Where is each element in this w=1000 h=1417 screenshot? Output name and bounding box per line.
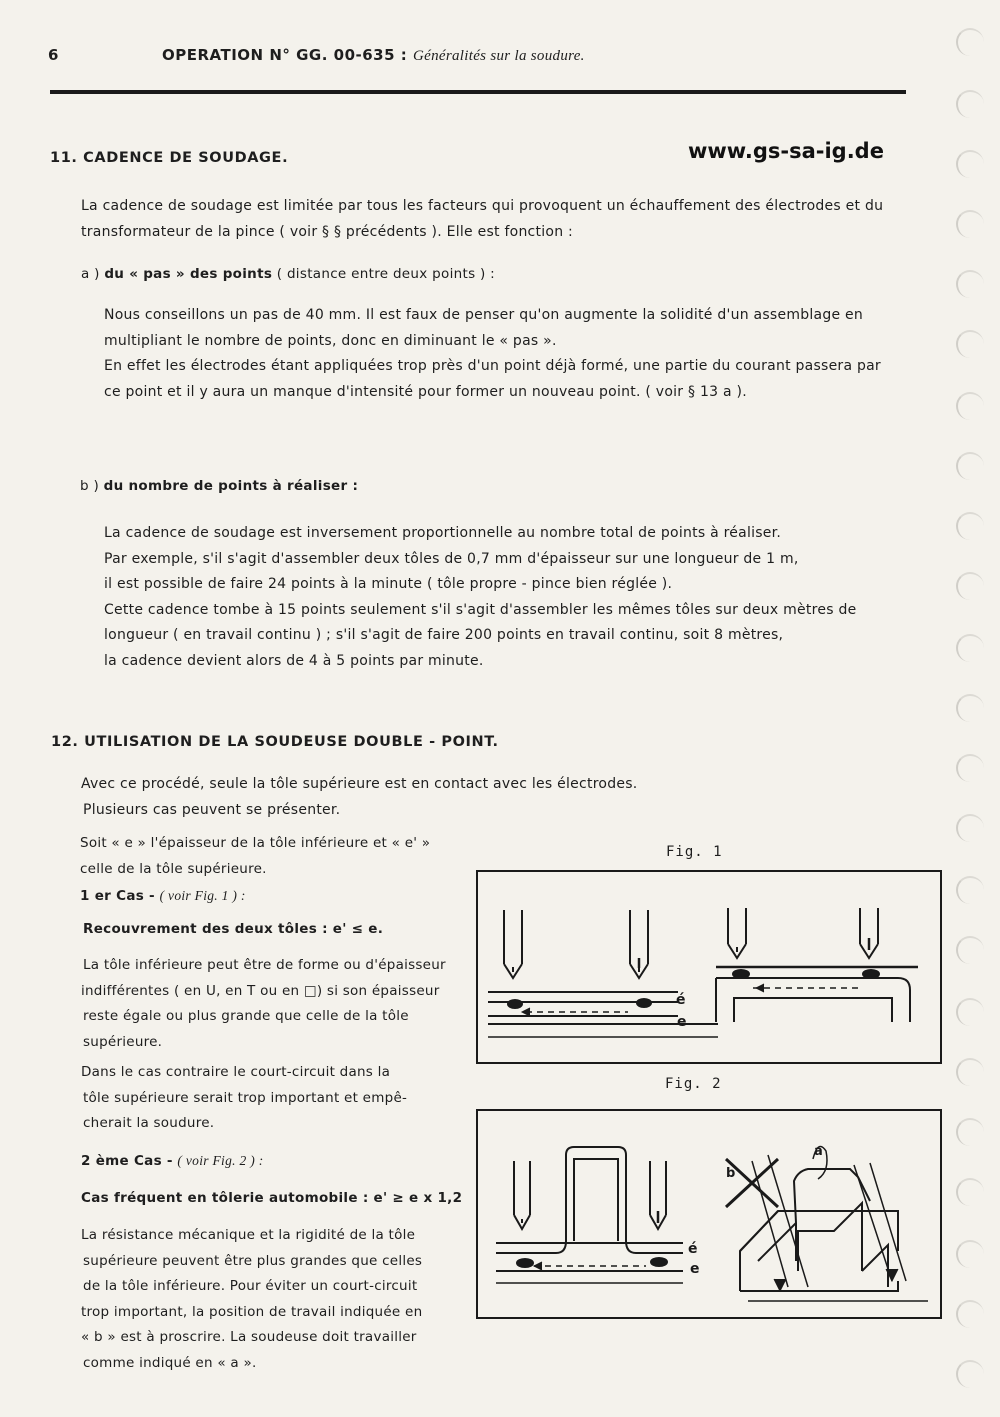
binder-hole-icon <box>956 876 984 904</box>
text-line: supérieure peuvent être plus grandes que celles <box>83 1252 423 1269</box>
case-1-label: 1 er Cas - <box>80 888 155 904</box>
watermark-url[interactable]: www.gs-sa-ig.de <box>688 139 884 163</box>
case-1-heading <box>80 888 246 904</box>
header-rule <box>50 90 906 94</box>
fig-1-label-e-prime: é <box>676 992 686 1008</box>
text-line: Plusieurs cas peuvent se présenter. <box>83 801 341 818</box>
section-12-intro <box>81 772 637 823</box>
item-b-title: du nombre de points à réaliser : <box>103 478 359 494</box>
text-line: En effet les électrodes étant appliquées trop près d'un point déjà formé, une partie du courant passera par <box>104 358 881 374</box>
binder-hole-icon <box>956 998 984 1026</box>
text-line: Avec ce procédé, seule la tôle supérieure est en contact avec les électrodes. <box>81 776 638 792</box>
weld-spot-icon <box>733 970 749 978</box>
text-line: indifférentes ( en U, en T ou en □) si son épaisseur <box>81 982 440 999</box>
item-b-label: b ) <box>80 478 100 494</box>
binder-hole-icon <box>956 512 984 540</box>
current-arrow-icon <box>522 1008 530 1016</box>
operation-subject: Généralités sur la soudure. <box>413 48 585 64</box>
case-1-text-2 <box>81 1060 407 1137</box>
text-line: La résistance mécanique et la rigidité de la tôle <box>81 1227 416 1243</box>
item-b-text <box>104 521 856 674</box>
weld-spot-icon <box>863 970 879 978</box>
case-2-heading <box>81 1153 264 1169</box>
text-line: ce point et il y aura un manque d'intensité pour former un nouveau point. ( voir § 13 a ). <box>104 383 747 400</box>
weld-spot-icon <box>517 1259 533 1267</box>
fig-2-position-b: b <box>726 1166 736 1181</box>
current-arrow-icon <box>534 1262 542 1270</box>
case-2-ref: ( voir Fig. 2 ) : <box>177 1153 264 1168</box>
fig-2 <box>476 1109 942 1319</box>
text-line: multipliant le nombre de points, donc en diminuant le « pas ». <box>104 332 557 349</box>
binder-hole-icon <box>956 1118 984 1146</box>
case-1-text <box>81 953 446 1055</box>
text-line: longueur ( en travail continu ) ; s'il s'agit de faire 200 points en travail continu, soit 8 mètres, <box>104 627 784 643</box>
binder-hole-icon <box>956 1300 984 1328</box>
fig-2-label-e-prime: é <box>688 1241 698 1257</box>
binder-hole-icon <box>956 694 984 722</box>
fig-1 <box>476 870 942 1064</box>
text-line: supérieure. <box>83 1033 163 1050</box>
binder-hole-icon <box>956 1058 984 1086</box>
fig-1-label-e: e <box>677 1014 687 1030</box>
operation-code: OPERATION N° GG. 00-635 : <box>162 46 408 64</box>
text-line: trop important, la position de travail indiquée en <box>81 1303 423 1320</box>
binder-hole-icon <box>956 634 984 662</box>
binder-hole-icon <box>956 1240 984 1268</box>
text-line: Cette cadence tombe à 15 points seulement s'il s'agit d'assembler les mêmes tôles sur deux mètres de <box>104 601 857 618</box>
text-line: cherait la soudure. <box>83 1115 215 1131</box>
text-line: il est possible de faire 24 points à la minute ( tôle propre - pince bien réglée ). <box>104 576 673 592</box>
binder-hole-icon <box>956 150 984 178</box>
text-line: comme indiqué en « a ». <box>83 1354 257 1371</box>
case-2-title: Cas fréquent en tôlerie automobile : e' ≥ e x 1,2 <box>81 1190 463 1206</box>
binder-hole-icon <box>956 936 984 964</box>
binder-hole-icon <box>956 572 984 600</box>
section-12-title: 12. UTILISATION DE LA SOUDEUSE DOUBLE - POINT. <box>51 734 499 750</box>
fig-2-position-a: a <box>814 1144 823 1159</box>
page-number: 6 <box>48 46 59 64</box>
weld-spot-icon <box>508 1000 522 1008</box>
binder-hole-icon <box>956 1178 984 1206</box>
fig-2-drawing <box>478 1111 940 1317</box>
text-line: La tôle inférieure peut être de forme ou d'épaisseur <box>83 957 446 973</box>
weld-spot-icon <box>637 999 651 1007</box>
item-a-text <box>104 303 881 405</box>
binder-hole-icon <box>956 814 984 842</box>
case-1-title: Recouvrement des deux tôles : e' ≤ e. <box>83 921 384 937</box>
binder-hole-icon <box>956 754 984 782</box>
text-line: reste égale ou plus grande que celle de la tôle <box>83 1008 409 1024</box>
binder-hole-icon <box>956 452 984 480</box>
page-header <box>162 46 585 65</box>
fig-1-drawing <box>478 872 940 1062</box>
binder-hole-icon <box>956 1360 984 1388</box>
binder-hole-icon <box>956 330 984 358</box>
text-line: transformateur de la pince ( voir § § précédents ). Elle est fonction : <box>81 223 573 240</box>
case-1-ref: ( voir Fig. 1 ) : <box>159 888 246 903</box>
case-2-text <box>81 1223 422 1376</box>
section-11-intro <box>81 194 883 245</box>
item-a-label: a ) <box>81 266 100 282</box>
text-line: Soit « e » l'épaisseur de la tôle inférieure et « e' » <box>80 835 431 851</box>
binder-hole-icon <box>956 270 984 298</box>
binder-hole-icon <box>956 392 984 420</box>
text-line: La cadence de soudage est limitée par tous les facteurs qui provoquent un échauffement des électrodes et du <box>81 198 884 214</box>
item-a-title: du « pas » des points <box>104 266 273 282</box>
weld-spot-icon <box>651 1258 667 1266</box>
text-line: Dans le cas contraire le court-circuit dans la <box>81 1064 391 1080</box>
fig-1-right-assembly <box>716 908 918 1022</box>
text-line: Par exemple, s'il s'agit d'assembler deux tôles de 0,7 mm d'épaisseur sur une longueur de 1 m, <box>104 550 799 567</box>
fig-2-label-e: e <box>690 1261 700 1277</box>
case-2-label: 2 ème Cas - <box>81 1153 173 1169</box>
item-a-subtitle: ( distance entre deux points ) : <box>276 266 496 282</box>
text-line: tôle supérieure serait trop important et empê- <box>83 1089 408 1106</box>
text-line: la cadence devient alors de 4 à 5 points par minute. <box>104 652 484 669</box>
text-line: La cadence de soudage est inversement proportionnelle au nombre total de points à réaliser. <box>104 525 782 541</box>
binder-hole-icon <box>956 90 984 118</box>
thickness-definition <box>80 831 430 882</box>
section-11-title: 11. CADENCE DE SOUDAGE. <box>50 150 289 166</box>
current-arrow-icon <box>756 984 764 992</box>
item-b-heading <box>80 478 358 494</box>
text-line: de la tôle inférieure. Pour éviter un court-circuit <box>83 1278 418 1294</box>
fig-1-label: Fig. 1 <box>666 844 723 860</box>
binder-hole-icon <box>956 28 984 56</box>
text-line: Nous conseillons un pas de 40 mm. Il est faux de penser qu'on augmente la solidité d'un assemblage en <box>104 307 864 323</box>
text-line: celle de la tôle supérieure. <box>80 860 267 877</box>
item-a-heading <box>81 266 495 282</box>
binder-hole-icon <box>956 210 984 238</box>
text-line: « b » est à proscrire. La soudeuse doit travailler <box>81 1329 417 1345</box>
current-arrow-icon <box>774 1279 786 1291</box>
fig-2-label: Fig. 2 <box>665 1076 722 1092</box>
